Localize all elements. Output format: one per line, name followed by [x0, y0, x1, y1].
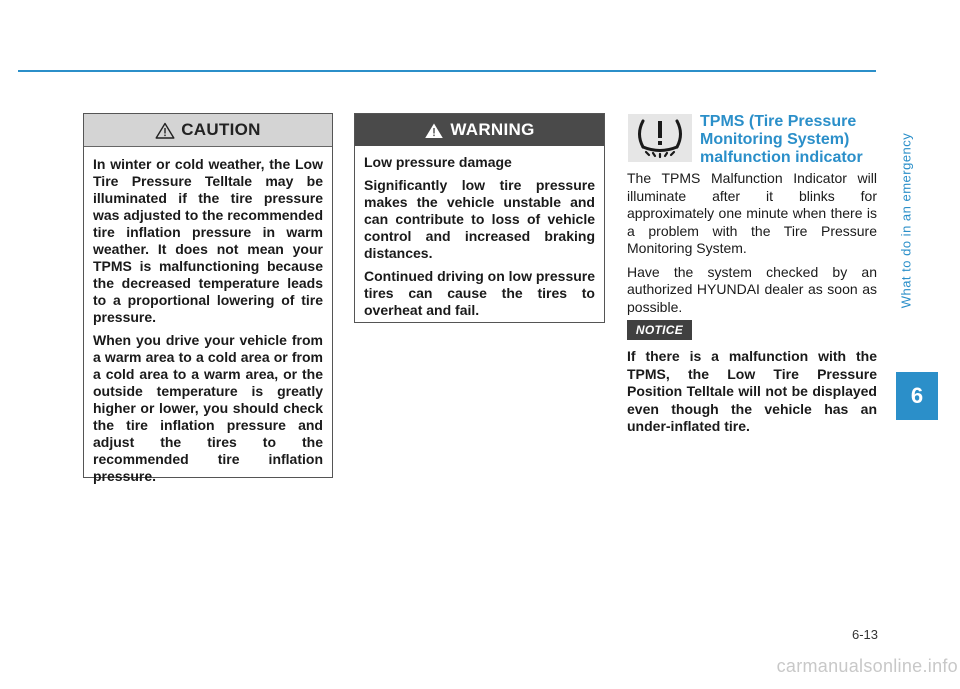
- tpms-malfunction-icon: [628, 114, 692, 162]
- caution-title: CAUTION: [181, 120, 261, 139]
- chapter-number-tab: 6: [896, 372, 938, 420]
- section-title: TPMS (Tire Pressure Monitoring System) malfunction indicator: [700, 113, 863, 166]
- caution-body: [84, 147, 332, 485]
- header-rule: [18, 70, 876, 72]
- warning-box: [354, 113, 605, 323]
- notice-text: If there is a malfunction with the TPMS, the Low Tire Pressure Position Telltale will not be displayed even though the vehicle has an under-inflated tire.: [627, 348, 877, 434]
- footer-watermark: carmanualsonline.info: [776, 656, 958, 676]
- warning-triangle-icon: [424, 122, 444, 139]
- notice-badge: NOTICE: [627, 320, 692, 340]
- caution-paragraph: When you drive your vehicle from a warm area to a cold area or from a cold area to a warm area, or the outside temperature is greatly higher or lower, you should check the tire inflation pressure and adjust the tires to the recommended tire inflation pressure.: [93, 332, 323, 484]
- caution-triangle-icon: [155, 122, 175, 139]
- caution-paragraph: In winter or cold weather, the Low Tire Pressure Telltale may be illuminated if the tire pressure was adjusted to the recommended tire inflation pressure in warm weather. It does not mean your TPMS is malfunctioning because the decreased temperature leads to a proportional lowering of tire pressure.: [93, 156, 323, 325]
- warning-title: WARNING: [450, 120, 535, 139]
- caution-header: [84, 114, 332, 147]
- warning-paragraph: Significantly low tire pressure makes the vehicle unstable and can contribute to loss of vehicle control and increased braking distances.: [364, 177, 595, 261]
- warning-paragraph: Low pressure damage: [364, 154, 512, 170]
- warning-header: [355, 114, 604, 146]
- chapter-side-label: [894, 70, 918, 370]
- chapter-title: What to do in an emergency: [898, 132, 914, 308]
- page-number: 6-13: [851, 627, 878, 642]
- section-paragraph: Have the system checked by an authorized HYUNDAI dealer as soon as possible.: [627, 263, 877, 315]
- section-body: [627, 170, 877, 322]
- section-paragraph: The TPMS Malfunction Indicator will illuminate after it blinks for approximately one minute when there is a problem with the Tire Pressure Monitoring System.: [627, 170, 877, 256]
- warning-body: [355, 146, 604, 319]
- caution-box: [83, 113, 333, 484]
- warning-paragraph: Continued driving on low pressure tires can cause the tires to overheat and fail.: [364, 268, 596, 318]
